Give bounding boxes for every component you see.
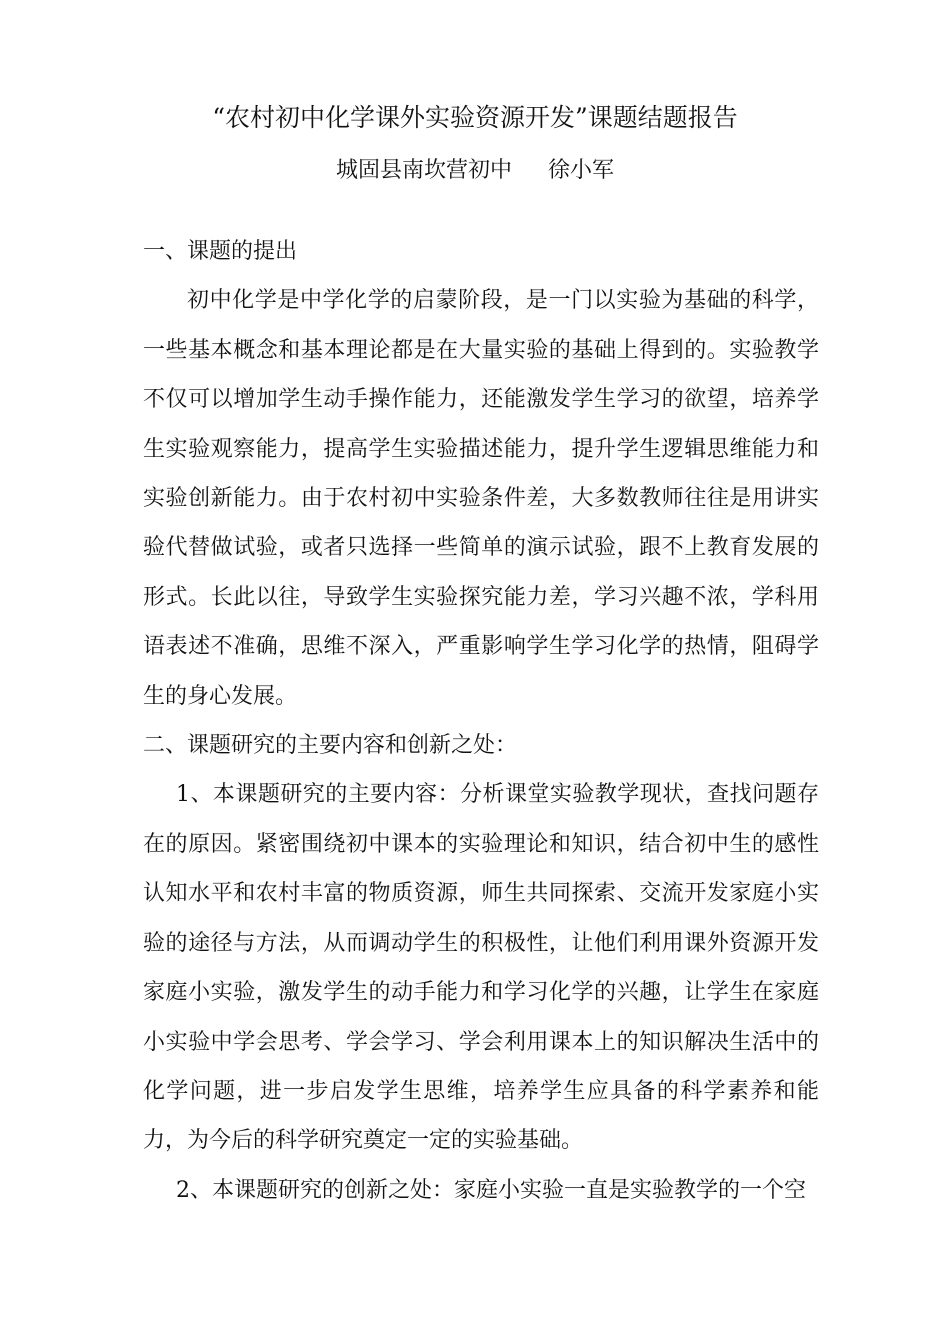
author-name: 徐小军 bbox=[548, 158, 615, 183]
byline bbox=[0, 151, 950, 191]
numbered-paragraph: 1、本课题研究的主要内容：分析课堂实验教学现状，查找问题存在的原因。紧密围绕初中课本的实验理论和知识，结合初中生的感性认知水平和农村丰富的物质资源，师生共同探索、交流开发家庭小实验的途径与方法，从而调动学生的积极性，让他们利用课外资源开发家庭小实验，激发学生的动手能力和学习化学的兴趣，让学生在家庭小实验中学会思考、学会学习、学会利用课本上的知识解决生活中的化学问题，进一步启发学生思维，培养学生应具备的科学素养和能力，为今后的科学研究奠定一定的实验基础。 bbox=[143, 782, 819, 1154]
section-heading: 二、课题研究的主要内容和创新之处： bbox=[143, 733, 518, 759]
document-body bbox=[143, 227, 819, 1215]
section-heading: 一、课题的提出 bbox=[143, 239, 298, 264]
document-title: “农村初中化学课外实验资源开发”课题结题报告 bbox=[212, 103, 738, 132]
numbered-paragraph: 2、本课题研究的创新之处：家庭小实验一直是实验教学的一个空 bbox=[176, 1177, 806, 1203]
body-paragraph: 初中化学是中学化学的启蒙阶段，是一门以实验为基础的科学，一些基本概念和基本理论都是在大量实验的基础上得到的。实验教学不仅可以增加学生动手操作能力，还能激发学生学习的欲望，培养学生实验观察能力，提高学生实验描述能力，提升学生逻辑思维能力和实验创新能力。由于农村初中实验条件差，大多数教师往往是用讲实验代替做试验，或者只选择一些简单的演示试验，跟不上教育发展的形式。长此以往，导致学生实验探究能力差，学习兴趣不浓，学科用语表述不准确，思维不深入，严重影响学生学习化学的热情，阻碍学生的身心发展。 bbox=[143, 288, 819, 709]
school-name: 城固县南坎营初中 bbox=[335, 158, 512, 183]
